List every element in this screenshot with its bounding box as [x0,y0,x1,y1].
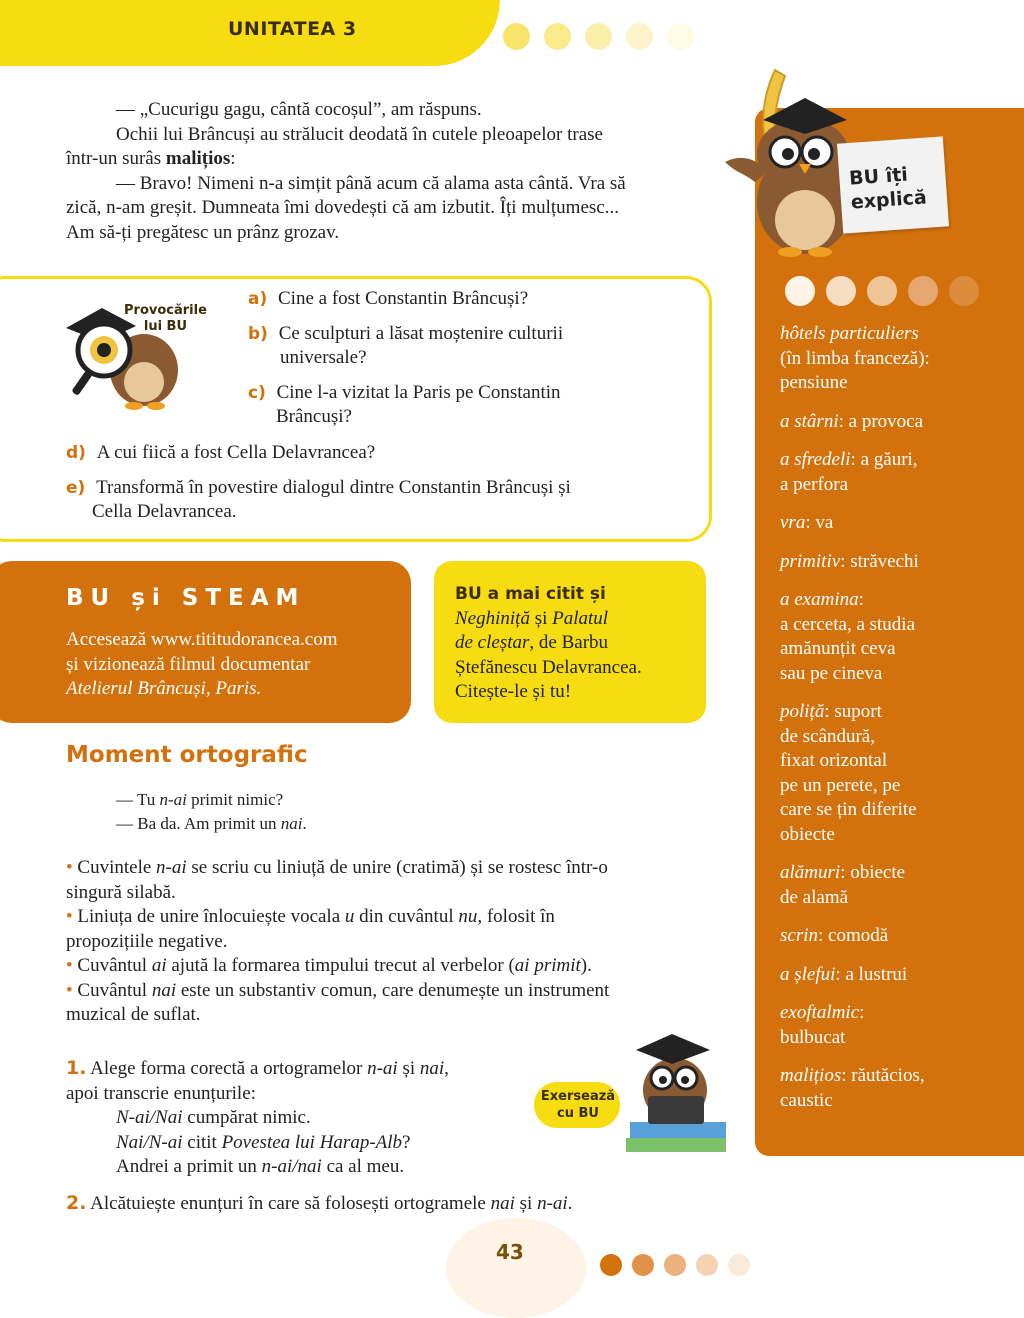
glossary-item: primitiv: străvechi [780,550,919,572]
orto-dialogue: — Tu n-ai primit nimic? — Ba da. Am primit un nai. [116,790,307,833]
glossary-item: a stârni: a provoca [780,410,924,432]
exercise-1: 1. Alege forma corectă a ortogramelor n-ai și nai, apoi transcrie enunțurile: N-ai/Nai cumpărat nimic. Nai/N-ai citit Povestea lui Harap-Alb? Andrei a primit un n-ai/nai ca al meu. [66,1057,449,1177]
glossary-item: a examina: a cerceta, a studia amănunțit ceva sau pe cineva [780,589,916,684]
story-text [66,98,716,245]
question-item: b) Ce sculpturi a lăsat moștenire culturii universale? [248,322,564,368]
story-line: — Bravo! Nimeni n-a simțit până acum că alama asta cântă. Vra să [116,172,626,194]
glossary-item: scrin: comodă [780,925,889,946]
rule-item: • Liniuța de unire înlocuiește vocala u din cuvântul nu, folosit în propozițiile negative. [66,906,555,952]
rule-item: • Cuvântul nai este un substantiv comun, care denumește un instrument muzical de suflat. [66,979,610,1025]
read-more-text: BU a mai citit și Neghiniță și Palatul de cleștar, de Barbu Ștefănescu Delavrancea. Citește-le și tu! [455,584,642,702]
unit-title: UNITATEA 3 [228,18,357,40]
keyword-malitios: malițios [165,148,231,169]
owl-books-icon [600,1030,735,1155]
footer-blob [446,1218,586,1318]
question-item: d) A cui fiică a fost Cella Delavrancea? [66,442,376,463]
glossary-item: hôtels particuliers (în limba franceză): pensiune [780,323,930,393]
rule-item: • Cuvântul ai ajută la formarea timpului trecut al verbelor (ai primit). [66,955,592,976]
exercise-badge: Exersează cu BU [540,1089,616,1121]
glossary-item: a șlefui: a lustrui [780,963,908,985]
question-list-top [248,287,698,440]
challenge-badge: Provocările lui BU [124,303,207,334]
glossary-list [780,322,1016,1127]
glossary-item: vra: va [780,512,834,533]
question-item: e) Transformă în povestire dialogul dintre Constantin Brâncuși și Cella Delavrancea. [66,476,571,522]
story-line: — „Cucurigu gagu, cântă cocoșul”, am răspuns. [116,99,482,120]
glossary-item: alămuri: obiecte de alamă [780,862,906,908]
story-line: într-un surâs malițios: [66,148,236,169]
explain-sign-text: BU îți explică [848,163,928,214]
glossary-item: exoftalmic: bulbucat [780,1002,865,1048]
story-line: zică, n-am greșit. Dumneata îmi dovedești că am izbutit. Îți mulțumesc... [66,197,619,218]
section-title-orthography: Moment ortografic [66,742,308,768]
glossary-item: malițios: răutăcios, caustic [780,1065,925,1111]
steam-text: Accesează www.tititudorancea.com și vizionează filmul documentar Atelierul Brâncuși, Paris. [66,629,338,699]
rule-item: • Cuvintele n-ai se scriu cu liniuță de unire (cratimă) și se rostesc într-o singură silabă. [66,857,608,903]
story-line: Am să-ți pregătesc un prânz grozav. [66,221,340,243]
story-line: Ochii lui Brâncuși au strălucit deodată în cutele pleoapelor trase [116,123,603,145]
page-number: 43 [496,1240,524,1264]
question-item: a) Cine a fost Constantin Brâncuși? [248,288,529,309]
orto-rules [66,856,726,1028]
glossary-item: poliță: suport de scândură, fixat orizontal pe un perete, pe care se țin diferite obiecte [780,701,917,845]
exercise-2: 2. Alcătuiește enunțuri în care să folosești ortogramele nai și n-ai. [66,1192,573,1214]
steam-title: BU și STEAM [66,585,306,611]
question-list-bottom [66,441,696,525]
glossary-item: a sfredeli: a găuri, a perfora [780,449,918,495]
question-item: c) Cine l-a vizitat la Paris pe Constantin Brâncuși? [248,381,561,427]
